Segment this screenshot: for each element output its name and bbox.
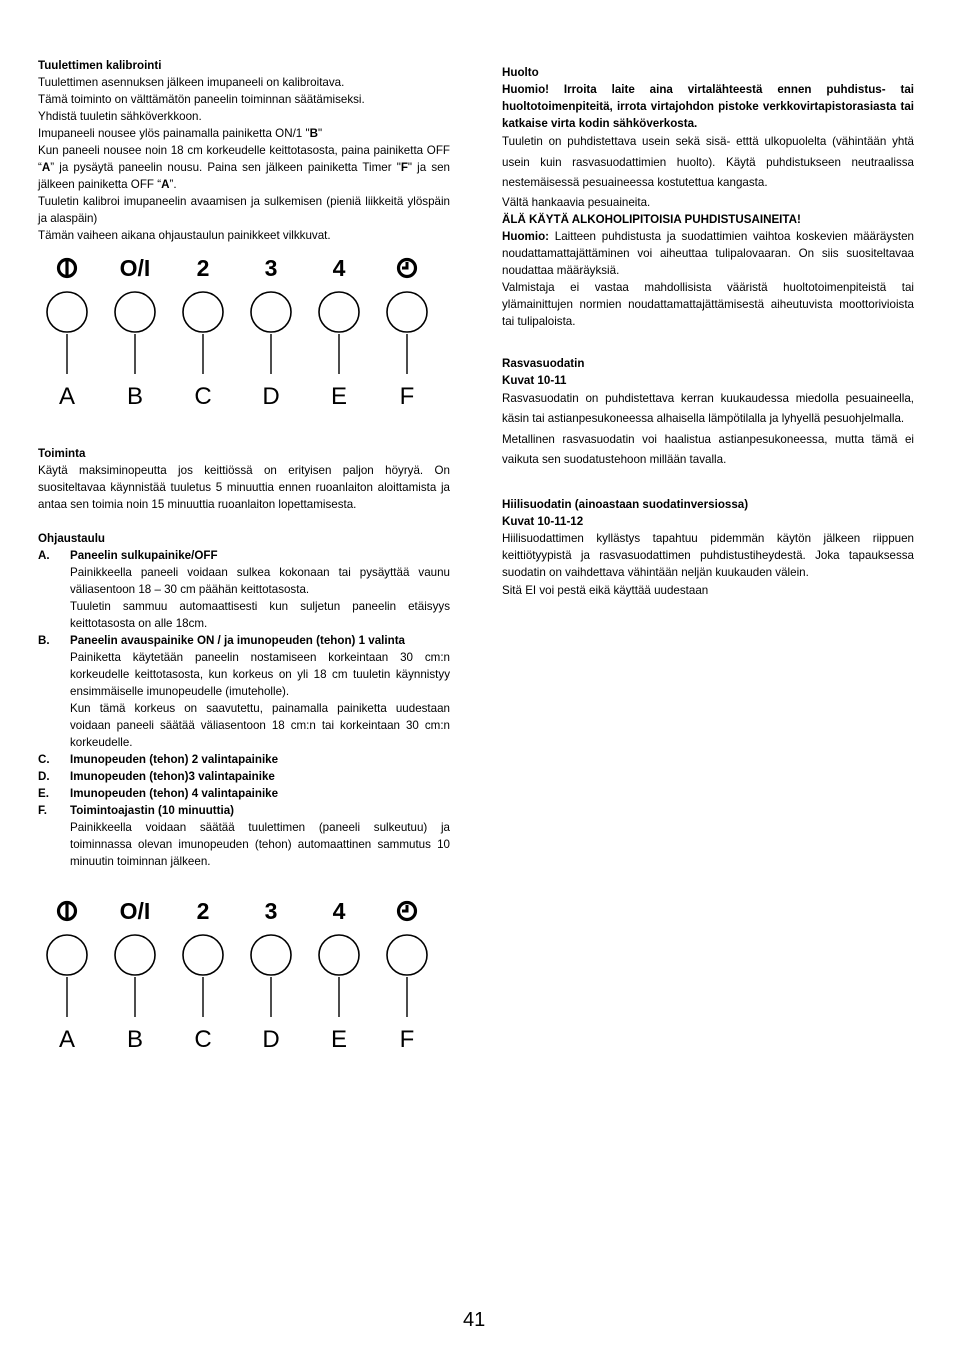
ohjaustaulu-heading: Ohjaustaulu — [38, 532, 105, 545]
huolto-note — [502, 228, 914, 279]
calibration-paragraph — [38, 142, 450, 193]
page-number: 41 — [463, 1309, 486, 1331]
huolto-paragraph: Vältä hankaavia pesuaineita. — [502, 195, 651, 209]
list-letter: D. — [38, 770, 50, 783]
on-off-label: O/I — [119, 898, 151, 924]
list-item — [38, 632, 450, 649]
list-item — [38, 751, 450, 768]
key-letter: A — [161, 178, 170, 191]
panel-button-circle — [47, 292, 87, 332]
huolto-paragraph: Valmistaja ei vastaa mahdollisista vääristä huoltotoimenpiteistä tai ylämainittujen normien noudattamattajättämisestä aiheutuvista moottorivioista tai tulipaloista. — [502, 280, 914, 328]
control-panel-diagram — [40, 252, 440, 412]
calibration-paragraph: Tuuletin kalibroi imupaneelin avaamisen ja sulkemisen (pieniä liikkeitä ylöspäin ja alaspäin) — [38, 195, 450, 225]
panel-button-circle — [115, 292, 155, 332]
panel-letter-label: F — [399, 1026, 415, 1053]
panel-letter-label: B — [126, 1026, 144, 1053]
panel-letter-label: E — [330, 1026, 348, 1053]
list-item — [38, 768, 450, 785]
panel-letter-label: F — [399, 383, 415, 410]
key-letter: B — [309, 127, 318, 140]
panel-button-circle — [319, 935, 359, 975]
panel-button-circle — [115, 935, 155, 975]
right-column — [502, 64, 914, 601]
list-title: Paneelin avauspainike ON / ja imunopeuden (tehon) 1 valinta — [70, 634, 406, 647]
list-paragraph: Painiketta käytetään paneelin nostamiseen korkeintaan 30 cm:n korkeudelle keittotasosta, kun korkeus on yli 18 cm tuuletin käynnistyy ensimmäiselle imunopeudelle (imuteholle). — [70, 651, 450, 698]
hiili-subheading: Kuvat 10-11-12 — [502, 514, 584, 528]
rasva-heading: Rasvasuodatin — [502, 356, 585, 370]
left-column-lower — [38, 445, 450, 870]
speed-4-label: 4 — [332, 898, 346, 924]
panel-letter-label: A — [58, 383, 76, 410]
panel-button-circle — [319, 292, 359, 332]
panel-button-circle — [251, 935, 291, 975]
list-item — [38, 802, 450, 819]
toiminta-text: Käytä maksiminopeutta jos keittiössä on erityisen paljon höyryä. On suositeltavaa käynnistää tuuletus 5 minuuttia ennen ruoanlaiton aloittamista ja antaa sen toimia noin 15 minuuttia ruoanlaiton lopettamisesta. — [38, 464, 450, 511]
list-paragraph: Tuuletin sammuu automaattisesti kun suljetun paneelin etäisyys keittotasosta on alle 18cm. — [70, 600, 450, 630]
note-label: Huomio: — [502, 229, 550, 243]
speed-2-label: 2 — [196, 898, 210, 924]
calibration-paragraph: Tämän vaiheen aikana ohjaustaulun painikkeet vilkkuvat. — [38, 229, 331, 242]
key-letter: A — [41, 161, 51, 174]
speed-4-label: 4 — [332, 255, 346, 281]
list-item — [38, 547, 450, 564]
hiili-paragraph: Hiilisuodattimen kyllästys tapahtuu pidemmän käytön jälkeen riippuen keittiötyypistä ja rasvasuodattimen puhdistustiheydestä. Joka tapauksessa suodatin on vaihdettava vähintään neljän kuukauden välein. — [502, 531, 914, 579]
key-letter: F — [400, 161, 408, 174]
panel-letter-label: D — [262, 383, 280, 410]
control-panel-diagram — [40, 895, 440, 1055]
timer-icon — [399, 260, 416, 277]
list-paragraph: Kun tämä korkeus on saavutettu, painamalla painiketta uudestaan voidaan paneeli säätää väliasentoon 18 cm:n tai korkeintaan 30 cm:n korkeudelle. — [70, 702, 450, 749]
toiminta-heading: Toiminta — [38, 447, 86, 460]
speed-3-label: 3 — [264, 255, 278, 281]
huolto-heading: Huolto — [502, 66, 539, 79]
panel-letter-label: B — [126, 383, 144, 410]
text-run: Kun paneeli nousee noin 18 cm korkeudelle keittotasosta, paina painiketta OFF “ — [38, 144, 450, 174]
list-paragraph: Painikkeella voidaan säätää tuulettimen (paneeli sulkeutuu) ja toiminnassa olevan imunopeuden (tehon) automaattinen sammutus 10 minuutin toiminnan jälkeen. — [70, 821, 450, 868]
rasva-paragraph: Rasvasuodatin on puhdistettava kerran kuukaudessa miedolla pesuaineella, käsin tai astianpesukoneessa alhaisella lämpötilalla ja lyhyellä pesuohjelmalla. — [502, 391, 914, 425]
list-title: Imunopeuden (tehon) 2 valintapainike — [70, 753, 279, 766]
control-panel-svg — [40, 895, 440, 1055]
panel-letter-label: D — [262, 1026, 280, 1053]
panel-letter-label: E — [330, 383, 348, 410]
calibration-line — [38, 125, 450, 142]
hiili-paragraph: Sitä EI voi pestä eikä käyttää uudestaan — [502, 583, 709, 597]
power-icon — [59, 260, 76, 277]
text-run: Laitteen puhdistusta ja suodattimien vaihtoa koskevien määräysten noudattamattajättäminen voi aiheuttaa tulipalovaaran. On siis suositeltavaa noudattaa määräyksiä. — [502, 229, 914, 277]
calibration-line: Yhdistä tuuletin sähköverkkoon. — [38, 110, 202, 123]
alcohol-warning: ÄLÄ KÄYTÄ ALKOHOLIPITOISIA PUHDISTUSAINEITA! — [502, 212, 801, 226]
text-run: " ja sen jälkeen painiketta OFF “ — [38, 161, 451, 191]
calibration-heading: Tuulettimen kalibrointi — [38, 59, 162, 72]
rasva-subheading: Kuvat 10-11 — [502, 373, 567, 387]
text-run: Imupaneeli nousee ylös painamalla painiketta ON/1 " — [38, 127, 310, 140]
panel-button-circle — [387, 935, 427, 975]
list-title: Imunopeuden (tehon) 4 valintapainike — [70, 787, 279, 800]
hiili-heading: Hiilisuodatin (ainoastaan suodatinversiossa) — [502, 497, 749, 511]
on-off-label: O/I — [119, 255, 151, 281]
panel-button-circle — [251, 292, 291, 332]
list-item — [38, 785, 450, 802]
list-title: Paneelin sulkupainike/OFF — [70, 549, 218, 562]
power-icon — [59, 903, 76, 920]
panel-letter-label: A — [58, 1026, 76, 1053]
calibration-line: Tämä toiminto on välttämätön paneelin toiminnan säätämiseksi. — [38, 93, 365, 106]
left-column — [38, 57, 450, 244]
calibration-line: Tuulettimen asennuksen jälkeen imupaneeli on kalibroitava. — [38, 76, 345, 89]
panel-button-circle — [47, 935, 87, 975]
panel-letter-label: C — [194, 383, 212, 410]
panel-button-circle — [183, 935, 223, 975]
rasva-paragraph: Metallinen rasvasuodatin voi haalistua astianpesukoneessa, mutta tämä ei vaikuta sen suodatustehoon millään tavalla. — [502, 432, 914, 466]
speed-3-label: 3 — [264, 898, 278, 924]
text-run: ”. — [169, 178, 177, 191]
control-panel-svg — [40, 252, 440, 412]
list-title: Toimintoajastin (10 minuuttia) — [70, 804, 235, 817]
panel-letter-label: C — [194, 1026, 212, 1053]
huolto-paragraph: Tuuletin on puhdistettava usein sekä sisä- etttä ulkopuolelta (vähintään yhtä usein kuin rasvasuodattimien huolto). Käytä puhdistukseen neutraalissa nestemäisessä pesuaineessa kostutettua kangasta. — [502, 135, 914, 189]
list-letter: A. — [38, 549, 50, 562]
timer-icon — [399, 903, 416, 920]
text-run: " — [317, 127, 323, 140]
panel-button-circle — [183, 292, 223, 332]
list-paragraph: Painikkeella paneeli voidaan sulkea kokonaan tai pysäyttää vaunu väliasentoon 18 – 30 cm päähän keittotasosta. — [70, 566, 450, 596]
list-title: Imunopeuden (tehon)3 valintapainike — [70, 770, 275, 783]
text-run: ” ja pysäytä paneelin nousu. Paina sen jälkeen painiketta Timer " — [50, 161, 401, 174]
huolto-warning: Huomio! Irroita laite aina virtalähteestä ennen puhdistus- tai huoltotoimenpiteitä, irrota virtajohdon pistoke verkkovirtapistorasiasta tai katkaise virta kodin sähköverkosta. — [502, 83, 914, 130]
list-letter: E. — [38, 787, 49, 800]
panel-button-circle — [387, 292, 427, 332]
list-letter: C. — [38, 753, 50, 766]
list-letter: B. — [38, 634, 50, 647]
speed-2-label: 2 — [196, 255, 210, 281]
list-letter: F. — [38, 804, 48, 817]
